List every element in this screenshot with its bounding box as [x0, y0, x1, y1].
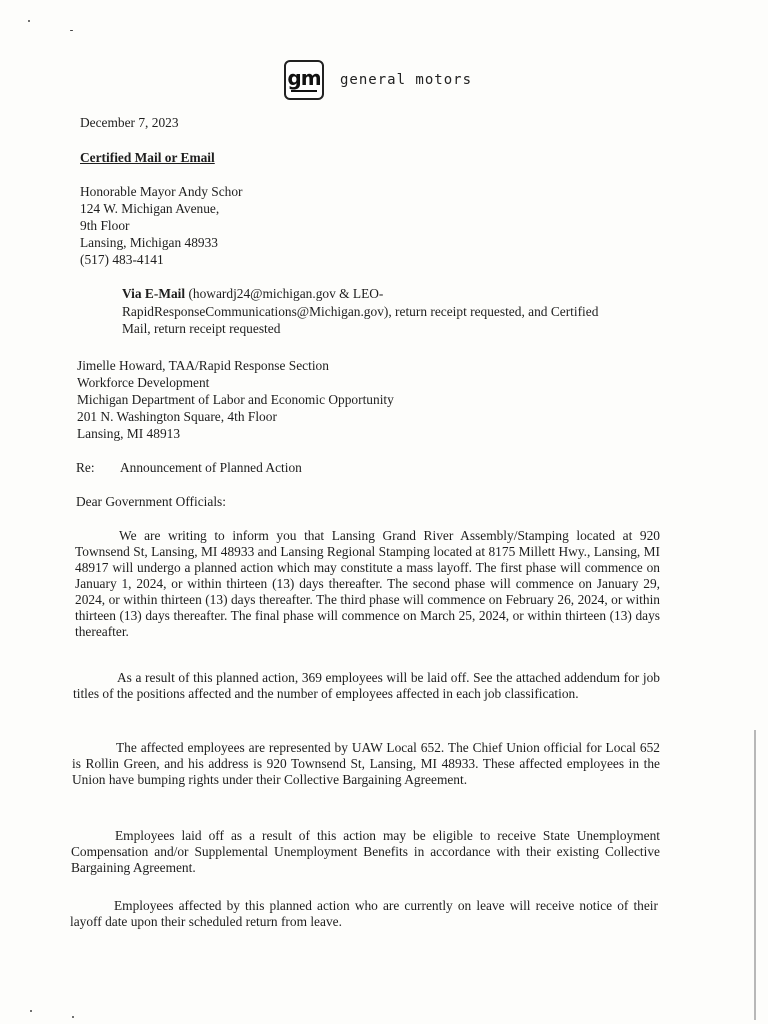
address-line: Michigan Department of Labor and Economic Opportunity: [77, 392, 394, 407]
address-line: Workforce Development: [77, 375, 210, 390]
body-paragraph-4: Employees laid off as a result of this action may be eligible to receive State Unemployment Compensation and/or Supplemental Unemployment Benefits in accordance with their existing Collective Bargaining Agreement.: [71, 828, 660, 875]
gm-logo-mark: gm: [287, 65, 321, 90]
address-line: Lansing, Michigan 48933: [80, 235, 218, 250]
scan-speck: [28, 20, 30, 22]
body-paragraph-1: We are writing to inform you that Lansing Grand River Assembly/Stamping located at 920 Townsend St, Lansing, MI 48933 and Lansing Regional Stamping located at 8175 Millett Hwy., Lansing, MI 48917 will undergo a planned action which may constitute a mass layoff. The first phase will commence on January 1, 2024, or within thirteen (13) days thereafter. The second phase will commence on January 29, 2024, or within thirteen (13) days thereafter. The third phase will commence on February 26, 2024, or within thirteen (13) days thereafter. The final phase will commence on March 25, 2024, or within thirteen (13) days thereafter.: [75, 528, 660, 639]
via-email-line1: (howardj24@michigan.gov & LEO-: [185, 286, 384, 301]
address-line: 124 W. Michigan Avenue,: [80, 201, 220, 216]
address-line: Lansing, MI 48913: [77, 426, 181, 441]
address-line: Jimelle Howard, TAA/Rapid Response Section: [77, 358, 329, 373]
body-paragraph-2: As a result of this planned action, 369 employees will be laid off. See the attached addendum for job titles of the positions affected and the number of employees affected in each job classification.: [73, 670, 660, 701]
via-email-line3: Mail, return receipt requested: [122, 321, 281, 336]
scan-speck: [72, 1016, 74, 1018]
scan-edge-line: [754, 730, 756, 1020]
gm-logo-icon: [284, 60, 324, 100]
gm-wordmark: general motors: [340, 72, 473, 88]
via-email-label: Via E-Mail: [122, 286, 186, 301]
address-line: Honorable Mayor Andy Schor: [80, 184, 243, 199]
body-paragraph-5: Employees affected by this planned action who are currently on leave will receive notice of their layoff date upon their scheduled return from leave.: [70, 898, 658, 929]
salutation: Dear Government Officials:: [76, 494, 226, 509]
delivery-method: Certified Mail or Email: [80, 150, 215, 165]
address-line: 201 N. Washington Square, 4th Floor: [77, 409, 277, 424]
address-line: 9th Floor: [80, 218, 130, 233]
address-line: (517) 483-4141: [80, 252, 164, 267]
re-subject: Announcement of Planned Action: [120, 460, 302, 475]
scan-speck: [30, 1010, 32, 1012]
gm-logo: [284, 60, 472, 100]
letter-date: December 7, 2023: [80, 115, 179, 130]
via-email-line2: RapidResponseCommunications@Michigan.gov), return receipt requested, and Certified: [122, 304, 599, 319]
scan-speck: [70, 30, 73, 31]
body-paragraph-3: The affected employees are represented by UAW Local 652. The Chief Union official for Local 652 is Rollin Green, and his address is 920 Townsend St, Lansing, MI 48933. These affected employees in the Union have bumping rights under their Collective Bargaining Agreement.: [72, 740, 660, 787]
re-label: Re:: [76, 460, 95, 475]
